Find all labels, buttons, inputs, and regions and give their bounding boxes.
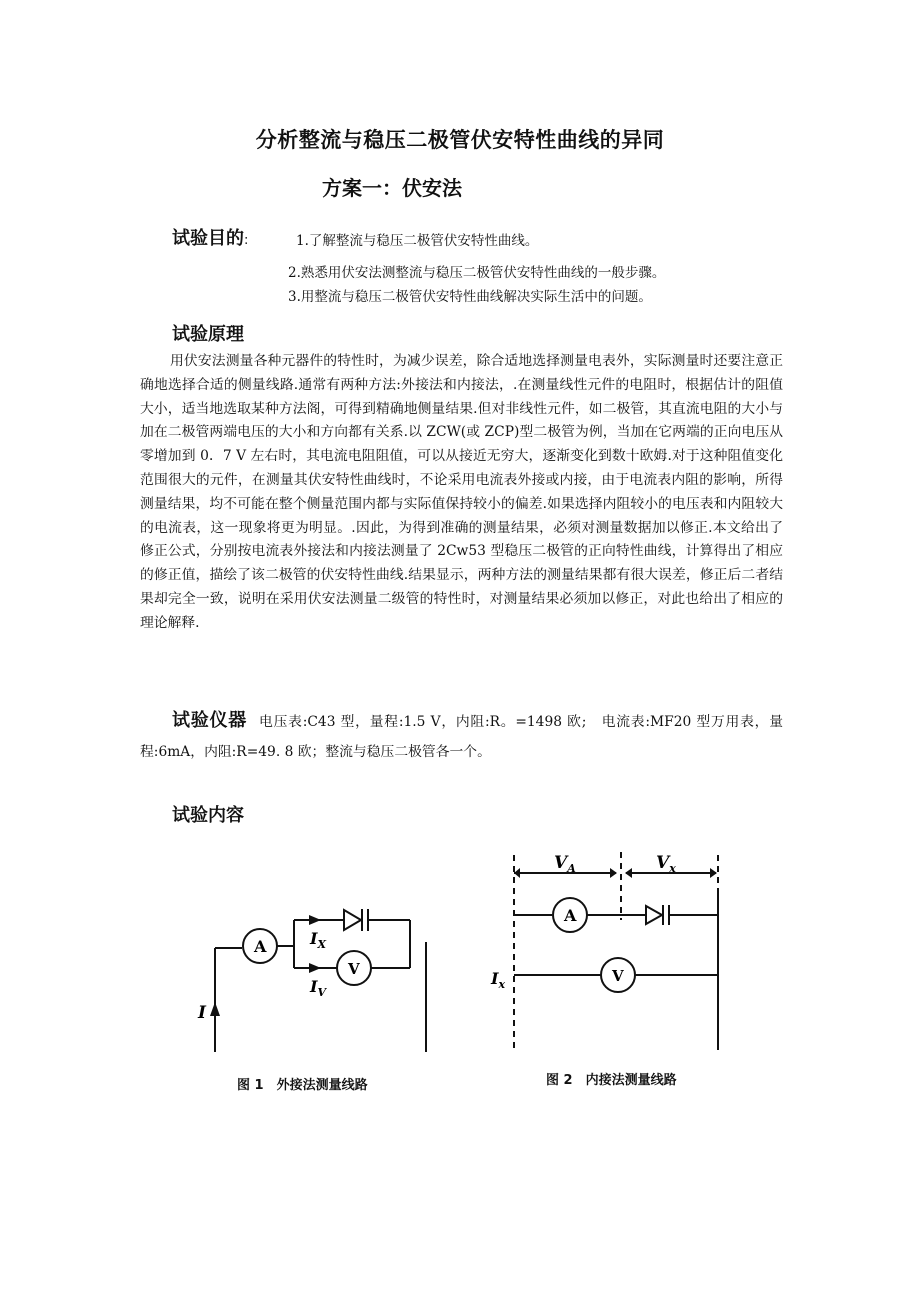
arrow-right-icon: [610, 868, 617, 878]
goal-item-3: 3.用整流与稳压二极管伏安特性曲线解决实际生活中的问题。: [288, 289, 652, 305]
fig1-ix-sub: X: [317, 938, 327, 951]
goals-heading-text: 试验目的: [172, 228, 244, 249]
arrow-right-icon: [309, 963, 321, 973]
fig1-iv-main: I: [310, 977, 318, 996]
figure2-circuit: [514, 852, 718, 1052]
arrow-up-icon: [210, 1002, 220, 1016]
figure2-caption: 图 2 内接法测量线路: [546, 1073, 677, 1088]
fig1-iv-sub: V: [317, 986, 327, 999]
fig2-voltmeter-label: V: [612, 967, 624, 985]
goals-heading-colon: :: [244, 233, 249, 248]
fig1-ix-main: I: [310, 929, 318, 948]
fig1-voltmeter-label: V: [348, 960, 360, 978]
fig2-ix-label: [490, 969, 505, 991]
fig2-ammeter-label: A: [564, 906, 577, 925]
principle-paragraph: 用伏安法测量各种元器件的特性时，为减少误差，除合适地选择测量电表外，实际测量时还要注意正确地选择合适的侧量线路.通常有两种方法:外接法和内接法，.在测量线性元件的电阻时，根据估计的阻值大小，适当地选取某种方法阁，可得到精确地侧量结果.但对非线性元件，如二极管，其直流电阻的大小与加在二极管两端电压的大小和方向都有关系.以 ZCW(或 ZCP)型二极管为例，当加在它两端的正向电压从零增加到 0．7 V 左右时，其电流电阻阻值，可以从接近无穷大，逐渐变化到数十欧姆.对于这种阻值变化范围很大的元件，在测量其伏安特性曲线时，不论采用电流表外接或内接，由于电流表内阻的影响，所得测量结果，均不可能在整个侧量范围内都与实际值保持较小的偏差.如果选择内阻较小的电压表和内阻较大的电流表，这一现象将更为明显。.因此，为得到准确的测量结果，必须对测量数据加以修正.本文给出了修正公式，分别按电流表外接法和内接法测量了 2Cw53 型稳压二极管的正向特性曲线，计算得出了相应的修正值，描绘了该二极管的伏安特性曲线.结果显示，两种方法的测量结果都有很大误差，修正后二者结果却完全一致，说明在采用伏安法测量二级管的特性时，对测量结果必须加以修正，对此也给出了相应的理论解释.: [140, 353, 784, 631]
diode-icon: [344, 910, 361, 930]
instruments-text: 电压表:C43 型，量程:1.5 V，内阻:R。=1498 欧; 电流表:MF20 型万用表，量程:6mA，内阻:R=49. 8 欧；整流与稳压二极管各一个。: [140, 714, 783, 760]
fig2-ix-sub: x: [498, 978, 506, 991]
arrow-left-icon: [625, 868, 632, 878]
fig2-va-sub: A: [567, 862, 576, 875]
figure1-caption: 图 1 外接法测量线路: [237, 1078, 368, 1093]
arrow-right-icon: [710, 868, 717, 878]
document-subtitle: 方案一：伏安法: [322, 176, 462, 200]
arrow-right-icon: [309, 915, 321, 925]
fig2-va-label: [554, 853, 576, 875]
goal-item-2: 2.熟悉用伏安法测整流与稳压二极管伏安特性曲线的一般步骤。: [288, 265, 666, 281]
fig1-i-label: I: [198, 1003, 206, 1023]
fig2-va-main: V: [554, 853, 568, 873]
content-heading: 试验内容: [172, 805, 244, 826]
document-title: 分析整流与稳压二极管伏安特性曲线的异同: [255, 128, 665, 152]
fig2-vx-label: [656, 853, 676, 875]
fig1-ammeter-label: A: [254, 937, 267, 956]
instruments-heading: 试验仪器: [172, 710, 248, 731]
fig2-vx-sub: x: [669, 862, 676, 875]
fig1-iv-label: [309, 977, 327, 999]
principle-heading: 试验原理: [172, 324, 244, 345]
diode-icon: [646, 906, 662, 924]
fig1-ix-label: [309, 929, 326, 951]
fig2-ix-main: I: [491, 969, 499, 988]
goal-item-1: 1.了解整流与稳压二极管伏安特性曲线。: [296, 233, 539, 249]
figure1-circuit: [215, 909, 426, 1052]
fig2-vx-main: V: [656, 853, 670, 873]
